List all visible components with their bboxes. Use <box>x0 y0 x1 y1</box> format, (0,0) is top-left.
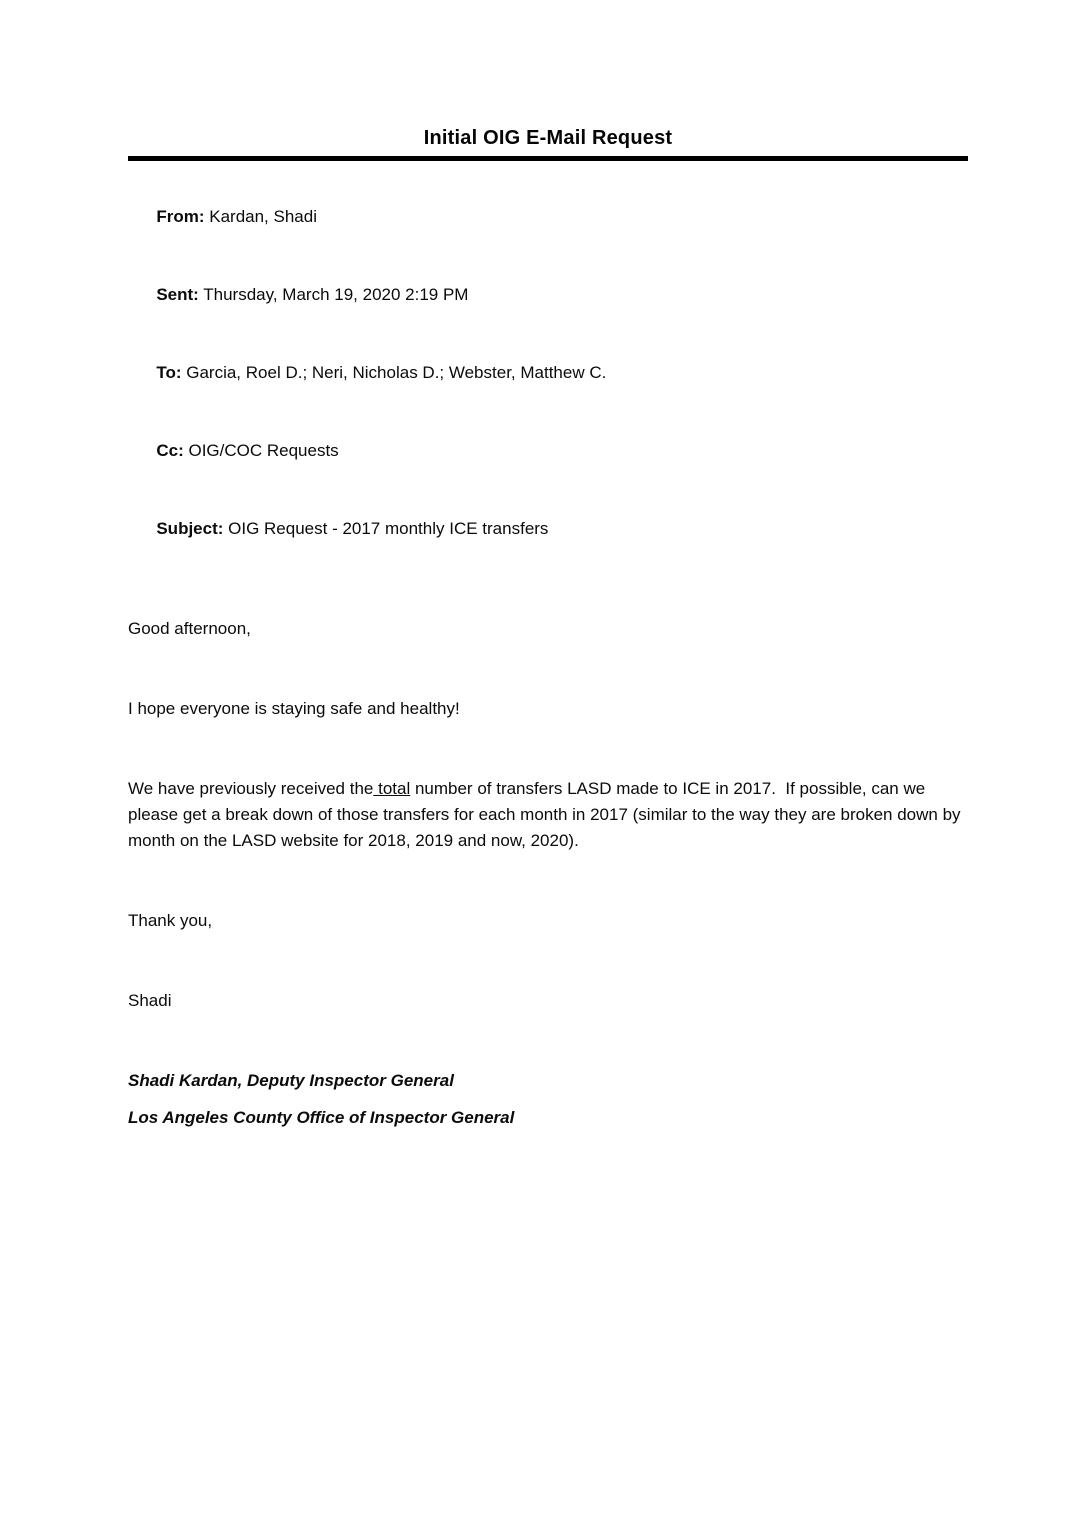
signature-org-line: Los Angeles County Office of Inspector General <box>128 1108 515 1127</box>
header-from-label: From: <box>156 207 205 226</box>
request-text-underlined: total <box>373 779 411 798</box>
header-sent <box>128 256 968 334</box>
header-cc-label: Cc: <box>156 441 184 460</box>
signature-title-line: Shadi Kardan, Deputy Inspector General <box>128 1071 454 1090</box>
email-body <box>128 616 968 1131</box>
request-text-post: number of transfers LASD made to ICE in 2017. If possible, can we please get a break down of those transfers for each month in 2017 (similar to the way they are broken down by month on the LASD website for 2018, 2019 and now, 2020). <box>128 779 966 850</box>
request-text-pre: We have previously received the <box>128 779 374 798</box>
header-cc <box>128 412 968 490</box>
header-sent-value: Thursday, March 19, 2020 2:19 PM <box>198 285 469 304</box>
header-cc-value: OIG/COC Requests <box>183 441 339 460</box>
header-from <box>128 178 968 256</box>
request-paragraph <box>128 776 968 854</box>
header-subject-label: Subject: <box>156 519 224 538</box>
closing-paragraph: Thank you, <box>128 911 213 930</box>
header-subject <box>128 490 968 568</box>
greeting-paragraph: Good afternoon, <box>128 619 251 638</box>
header-to <box>128 334 968 412</box>
document-page <box>0 126 1088 1534</box>
document-title: Initial OIG E-Mail Request <box>423 127 673 149</box>
header-from-value: Kardan, Shadi <box>204 207 317 226</box>
header-to-value: Garcia, Roel D.; Neri, Nicholas D.; Webster, Matthew C. <box>181 363 607 382</box>
email-header-block <box>128 178 968 568</box>
title-rule <box>128 156 968 161</box>
header-to-label: To: <box>156 363 182 382</box>
signoff-name: Shadi <box>128 991 172 1010</box>
header-sent-label: Sent: <box>156 285 199 304</box>
header-subject-value: OIG Request - 2017 monthly ICE transfers <box>223 519 549 538</box>
wellwishes-paragraph: I hope everyone is staying safe and healthy! <box>128 699 460 718</box>
